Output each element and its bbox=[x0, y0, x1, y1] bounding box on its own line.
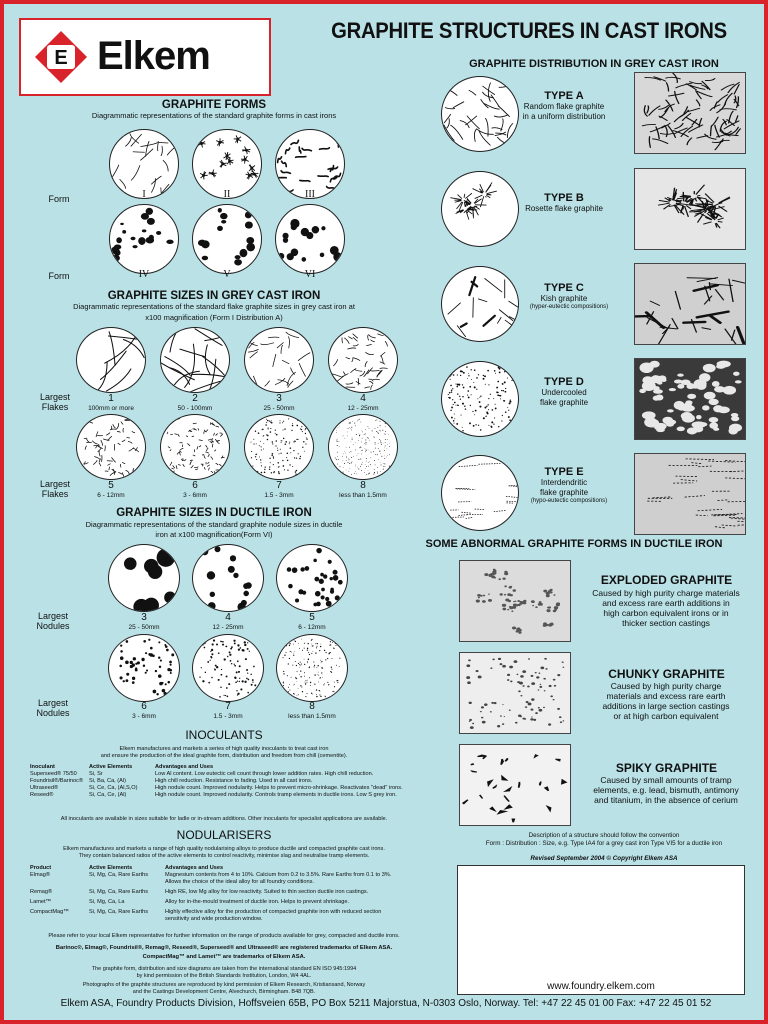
grey-size-circle-3 bbox=[244, 327, 314, 393]
inoc-header-product: Inoculant bbox=[30, 764, 55, 770]
nod-elements: Si, Mg, Ca, Rare Earths bbox=[89, 872, 149, 878]
inoc-product: Foundrisil®/Barinoc® bbox=[30, 778, 84, 784]
logo-wordmark: Elkem bbox=[97, 34, 210, 78]
forms-row-label-1: Form bbox=[48, 194, 70, 204]
grey-sizes-subtitle-1: Diagrammatic representations of the standard flake graphite sizes in grey cast iron at bbox=[73, 302, 355, 311]
numeral-iv: IV bbox=[138, 269, 150, 280]
type-a-photo bbox=[634, 72, 746, 154]
forms-subtitle: Diagrammatic representations of the standard graphite forms in cast irons bbox=[91, 111, 337, 120]
trademarks-line-2: CompactMag™ and Lamet™ are trademarks of Elkem ASA. bbox=[142, 954, 306, 960]
nod-product: Remag® bbox=[30, 889, 53, 895]
ductile-num-3: 3 bbox=[141, 612, 147, 623]
grey-size-circle-1 bbox=[76, 327, 146, 393]
nod-uses bbox=[163, 872, 428, 886]
table-row bbox=[28, 872, 428, 886]
type-e-desc-2: flake graphite bbox=[539, 488, 589, 497]
ductile-sizes-subtitle-1: Diagrammatic representations of the standard graphite nodule sizes in ductile bbox=[85, 520, 343, 529]
ductile-size-circle-8 bbox=[276, 634, 348, 702]
ductile-num-7: 7 bbox=[225, 701, 231, 712]
exploded-graphite-line-3: high carbon equivalent irons or in bbox=[603, 608, 729, 618]
inoc-uses: High chill reduction. Resistance to fading. Used in all cast irons. bbox=[155, 778, 313, 784]
grey-num-1: 1 bbox=[108, 393, 114, 404]
numeral-ii: II bbox=[223, 189, 231, 200]
ductile-num-5: 5 bbox=[309, 612, 315, 623]
nod-uses-line: Highly effective alloy for the production of compacted graphite iron with reduced section bbox=[165, 909, 382, 915]
forms-row-label-2: Form bbox=[48, 271, 70, 281]
type-c-note: (hyper-eutectic compositions) bbox=[529, 304, 609, 310]
chunky-graphite-line-2: materials and excess rare earth bbox=[606, 691, 726, 701]
table-row bbox=[28, 886, 428, 896]
grey-row-label-2a: Largest bbox=[39, 479, 71, 489]
type-d-head: TYPE D bbox=[544, 376, 584, 388]
ductile-size-7: 1.5 - 3mm bbox=[213, 713, 243, 720]
table-row bbox=[28, 771, 428, 778]
nod-header-elements: Active Elements bbox=[89, 865, 133, 871]
inoc-elements: Si, Sr bbox=[89, 771, 103, 777]
nod-elements: Si, Mg, Ca, Rare Earths bbox=[89, 889, 149, 895]
chunky-graphite-line-4: or at high carbon equivalent bbox=[613, 711, 719, 721]
revised-note: Revised September 2004 © Copyright Elkem ASA bbox=[530, 855, 678, 862]
spiky-graphite-photo bbox=[459, 744, 571, 826]
inoc-product: Ultraseed® bbox=[30, 785, 59, 791]
table-row bbox=[28, 906, 428, 923]
grey-row-label-2b: Flakes bbox=[41, 489, 69, 499]
ductile-size-3: 25 - 50mm bbox=[128, 624, 160, 631]
form-circle-vi bbox=[275, 204, 345, 274]
ductile-size-4: 12 - 25mm bbox=[212, 624, 244, 631]
inoculants-intro-1: Elkem manufactures and markets a series of high quality inoculants to treat cast iron bbox=[119, 746, 329, 752]
ductile-sizes-title: GRAPHITE SIZES IN DUCTILE IRON bbox=[116, 507, 312, 519]
chunky-graphite-line-3: additions in large section castings bbox=[602, 701, 730, 711]
table-row bbox=[28, 896, 428, 906]
convention-line-2: Form : Distribution : Size, e.g. Type IA4 for a grey cast iron Type VI5 for a ductile iron bbox=[485, 840, 723, 847]
grey-row-label-1b: Flakes bbox=[41, 402, 69, 412]
forms-title: GRAPHITE FORMS bbox=[161, 99, 267, 111]
type-b-head: TYPE B bbox=[544, 192, 584, 204]
inoc-uses: High nodule count. Improved nodularity. Controls tramp elements in ductile irons. Low S grey iron. bbox=[155, 792, 397, 798]
exploded-graphite-photo bbox=[459, 560, 571, 642]
nod-product: Lamet™ bbox=[30, 899, 52, 905]
exploded-graphite-line-2: and excess rare earth additions in bbox=[602, 598, 730, 608]
grey-num-5: 5 bbox=[108, 480, 114, 491]
exploded-graphite-line-4: thicker section castings bbox=[622, 618, 710, 628]
type-d-photo bbox=[634, 358, 746, 440]
inoculants-intro-2: and ensure the production of the ideal graphite form, distribution and freedom from chill (cementite). bbox=[100, 753, 348, 759]
nod-header-uses: Advantages and Uses bbox=[165, 865, 224, 871]
nod-elements: Si, Mg, Ca, Rare Earths bbox=[89, 909, 149, 915]
grey-size-6: 3 - 6mm bbox=[183, 492, 207, 499]
type-a-head: TYPE A bbox=[544, 90, 584, 102]
grey-num-4: 4 bbox=[360, 393, 366, 404]
type-d-diagram bbox=[441, 361, 519, 437]
grey-size-5: 6 - 12mm bbox=[97, 492, 125, 499]
type-e-note: (hypo-eutectic compositions) bbox=[530, 498, 608, 504]
nod-uses-line: Magnesium contents from 4 to 10%. Calcium from 0.2 to 3.5%. Rare Earths from 0.1 to 3%. bbox=[165, 872, 392, 878]
elkem-logo bbox=[19, 18, 271, 96]
address-box bbox=[457, 865, 745, 995]
grey-num-3: 3 bbox=[276, 393, 282, 404]
grey-size-2: 50 - 100mm bbox=[177, 405, 213, 412]
distribution-title: GRAPHITE DISTRIBUTION IN GREY CAST IRON bbox=[469, 58, 719, 70]
nod-elements: Si, Mg, Ca, La bbox=[89, 899, 125, 905]
nod-uses-line: sensitivity and wide production window. bbox=[165, 916, 263, 922]
grey-size-7: 1.5 - 3mm bbox=[264, 492, 294, 499]
nod-header-product: Product bbox=[30, 865, 52, 871]
inoc-header-elements: Active Elements bbox=[89, 764, 133, 770]
nod-product: CompactMag™ bbox=[30, 909, 69, 915]
nod-uses bbox=[163, 906, 428, 923]
nodularisers-intro-1: Elkem manufactures and markets a range of high quality nodularising alloys to produce ductile and compacted graphite cast irons. bbox=[63, 846, 385, 852]
type-a-desc: Random flake graphite bbox=[523, 102, 605, 111]
nodularisers-note: Please refer to your local Elkem representative for further information on the range of products available for grey, compacted and ductile irons. bbox=[48, 933, 400, 939]
nodularisers-title: NODULARISERS bbox=[176, 828, 272, 842]
ductile-num-6: 6 bbox=[141, 701, 147, 712]
page-title: GRAPHITE STRUCTURES IN CAST IRONS bbox=[331, 18, 727, 43]
grey-size-circle-8 bbox=[328, 414, 398, 480]
credits-line-1: The graphite form, distribution and size diagrams are taken from the international standard EN ISO 945:1994 bbox=[91, 966, 357, 972]
numeral-i: I bbox=[142, 189, 146, 200]
credits-line-3: Photographs of the graphite structures are reproduced by kind permission of Elkem Research, Kristiansand, Norway bbox=[82, 982, 366, 988]
ductile-size-8: less than 1.5mm bbox=[288, 713, 336, 720]
inoc-elements: Si, Ce, Ca, (Al,S,O) bbox=[89, 785, 138, 791]
inoc-product: Reseed® bbox=[30, 792, 54, 798]
type-d-desc-2: flake graphite bbox=[539, 398, 589, 407]
convention-line-1: Description of a structure should follow the convention bbox=[528, 832, 680, 839]
grey-size-circle-6 bbox=[160, 414, 230, 480]
type-e-photo bbox=[634, 453, 746, 535]
footer-address: Elkem ASA, Foundry Products Division, Hoffsveien 65B, PO Box 5211 Majorstua, N-0303 Oslo, Norway. Tel: +47 22 45 01 00 Fax: +47 22 45 01 52 bbox=[60, 998, 712, 1009]
table-row bbox=[28, 785, 428, 792]
spiky-graphite-line-3: and titanium, in the absence of cerium bbox=[594, 795, 738, 805]
spiky-graphite-head: SPIKY GRAPHITE bbox=[615, 761, 718, 775]
grey-size-8: less than 1.5mm bbox=[339, 492, 387, 499]
trademarks-line-1: Barinoc®, Elmag®, Foundrisil®, Remag®, Reseed®, Superseed® and Ultraseed® are registered trademarks of Elkem ASA. bbox=[55, 945, 393, 951]
ductile-size-6: 3 - 6mm bbox=[132, 713, 156, 720]
ductile-row-label-1b: Nodules bbox=[36, 621, 70, 631]
grey-sizes-title: GRAPHITE SIZES IN GREY CAST IRON bbox=[107, 290, 321, 302]
abnormal-title: SOME ABNORMAL GRAPHITE FORMS IN DUCTILE IRON bbox=[425, 538, 723, 550]
form-circle-v bbox=[192, 204, 262, 274]
grey-size-circle-2 bbox=[160, 327, 230, 393]
ductile-size-circle-6 bbox=[108, 634, 180, 702]
type-b-photo bbox=[634, 168, 746, 250]
inoc-header-uses: Advantages and Uses bbox=[155, 764, 214, 770]
ductile-row-label-2a: Largest bbox=[37, 698, 69, 708]
type-c-head: TYPE C bbox=[544, 282, 584, 294]
table-row bbox=[28, 792, 428, 799]
svg-text:E: E bbox=[54, 47, 68, 69]
ductile-row-label-2b: Nodules bbox=[36, 708, 70, 718]
grey-size-3: 25 - 50mm bbox=[263, 405, 295, 412]
numeral-vi: VI bbox=[304, 269, 316, 280]
ductile-size-circle-7 bbox=[192, 634, 264, 702]
credits-line-2: by kind permission of the British Standards Institution, London, W4 4AL. bbox=[136, 973, 312, 979]
ductile-size-5: 6 - 12mm bbox=[298, 624, 326, 631]
type-a-desc-2: in a uniform distribution bbox=[522, 112, 606, 121]
inoc-uses: Low Al content. Low eutectic cell count through lower addition rates. High chill reduction. bbox=[155, 771, 374, 777]
nod-uses: High RE, low Mg alloy for low reactivity. Suited to thin section ductile iron castings. bbox=[165, 889, 369, 895]
type-e-head: TYPE E bbox=[544, 466, 584, 478]
type-c-desc: Kish graphite bbox=[540, 294, 588, 303]
nodularisers-table bbox=[28, 865, 428, 923]
chunky-graphite-line-1: Caused by high purity charge bbox=[610, 681, 722, 691]
nod-product: Elmag® bbox=[30, 872, 50, 878]
spiky-graphite-line-1: Caused by small amounts of tramp bbox=[600, 775, 732, 785]
grey-num-2: 2 bbox=[192, 393, 198, 404]
inoc-product: Superseed® 75/50 bbox=[30, 771, 77, 777]
credits-line-4: and the Castings Development Centre, Alvechurch, Birmingham. B48 7QB. bbox=[132, 989, 316, 995]
ductile-size-circle-5 bbox=[276, 544, 348, 612]
form-circle-iv bbox=[109, 204, 179, 274]
grey-num-6: 6 bbox=[192, 480, 198, 491]
type-b-diagram bbox=[441, 171, 519, 247]
inoc-elements: Si, Ba, Ca, (Al) bbox=[89, 778, 126, 784]
chunky-graphite-photo bbox=[459, 652, 571, 734]
grey-size-4: 12 - 25mm bbox=[347, 405, 379, 412]
exploded-graphite-head: EXPLODED GRAPHITE bbox=[600, 573, 733, 587]
nodularisers-intro-2: They contain balanced ratios of the active elements to control reactivity, minimise slag and neutralise tramp elements. bbox=[78, 853, 370, 859]
inoculants-title: INOCULANTS bbox=[185, 728, 263, 742]
ductile-sizes-subtitle-2: iron at x100 magnification(Form VI) bbox=[155, 530, 273, 539]
grey-row-label-1a: Largest bbox=[39, 392, 71, 402]
ductile-num-8: 8 bbox=[309, 701, 315, 712]
type-e-desc: Interdendritic bbox=[540, 478, 588, 487]
type-c-photo bbox=[634, 263, 746, 345]
grey-num-7: 7 bbox=[276, 480, 282, 491]
exploded-graphite-line-1: Caused by high purity charge materials bbox=[592, 588, 740, 598]
type-b-desc: Rosette flake graphite bbox=[525, 204, 603, 213]
elkem-e-badge bbox=[33, 29, 89, 85]
table-row bbox=[28, 778, 428, 785]
grey-size-circle-7 bbox=[244, 414, 314, 480]
inoc-elements: Si, Ca, Ce, (Al) bbox=[89, 792, 127, 798]
ductile-num-4: 4 bbox=[225, 612, 231, 623]
numeral-iii: III bbox=[305, 189, 315, 200]
type-d-desc: Undercooled bbox=[541, 388, 587, 397]
grey-size-circle-5 bbox=[76, 414, 146, 480]
inoculants-note: All inoculants are available in sizes suitable for ladle or in-stream additions. Other inoculants for specialist applications are available. bbox=[60, 816, 388, 822]
numeral-v: V bbox=[223, 269, 231, 280]
spiky-graphite-line-2: elements, e.g. lead, bismuth, antimony bbox=[593, 785, 739, 795]
grey-size-1: 100mm or more bbox=[88, 405, 134, 412]
grey-num-8: 8 bbox=[360, 480, 366, 491]
nod-uses: Alloy for in-the-mould treatment of ductile iron. Helps to prevent shrinkage. bbox=[165, 899, 350, 905]
ductile-size-circle-3 bbox=[108, 544, 180, 612]
ductile-row-label-1a: Largest bbox=[37, 611, 69, 621]
website-link[interactable]: www.foundry.elkem.com bbox=[547, 981, 655, 992]
type-c-diagram bbox=[441, 266, 519, 342]
grey-size-circle-4 bbox=[328, 327, 398, 393]
type-a-diagram bbox=[441, 76, 519, 152]
chunky-graphite-head: CHUNKY GRAPHITE bbox=[608, 667, 725, 681]
nod-uses-line: Allows the choice of the ideal alloy for all foundry conditions. bbox=[165, 879, 314, 885]
ductile-size-circle-4 bbox=[192, 544, 264, 612]
inoculants-table bbox=[28, 764, 428, 799]
type-e-diagram bbox=[441, 455, 519, 531]
inoc-uses: High nodule count. Improved nodularity. Helps to prevent micro-shrinkage. Reactivates "dead" irons. bbox=[155, 785, 403, 791]
grey-sizes-subtitle-2: x100 magnification (Form I Distribution A) bbox=[145, 313, 283, 322]
